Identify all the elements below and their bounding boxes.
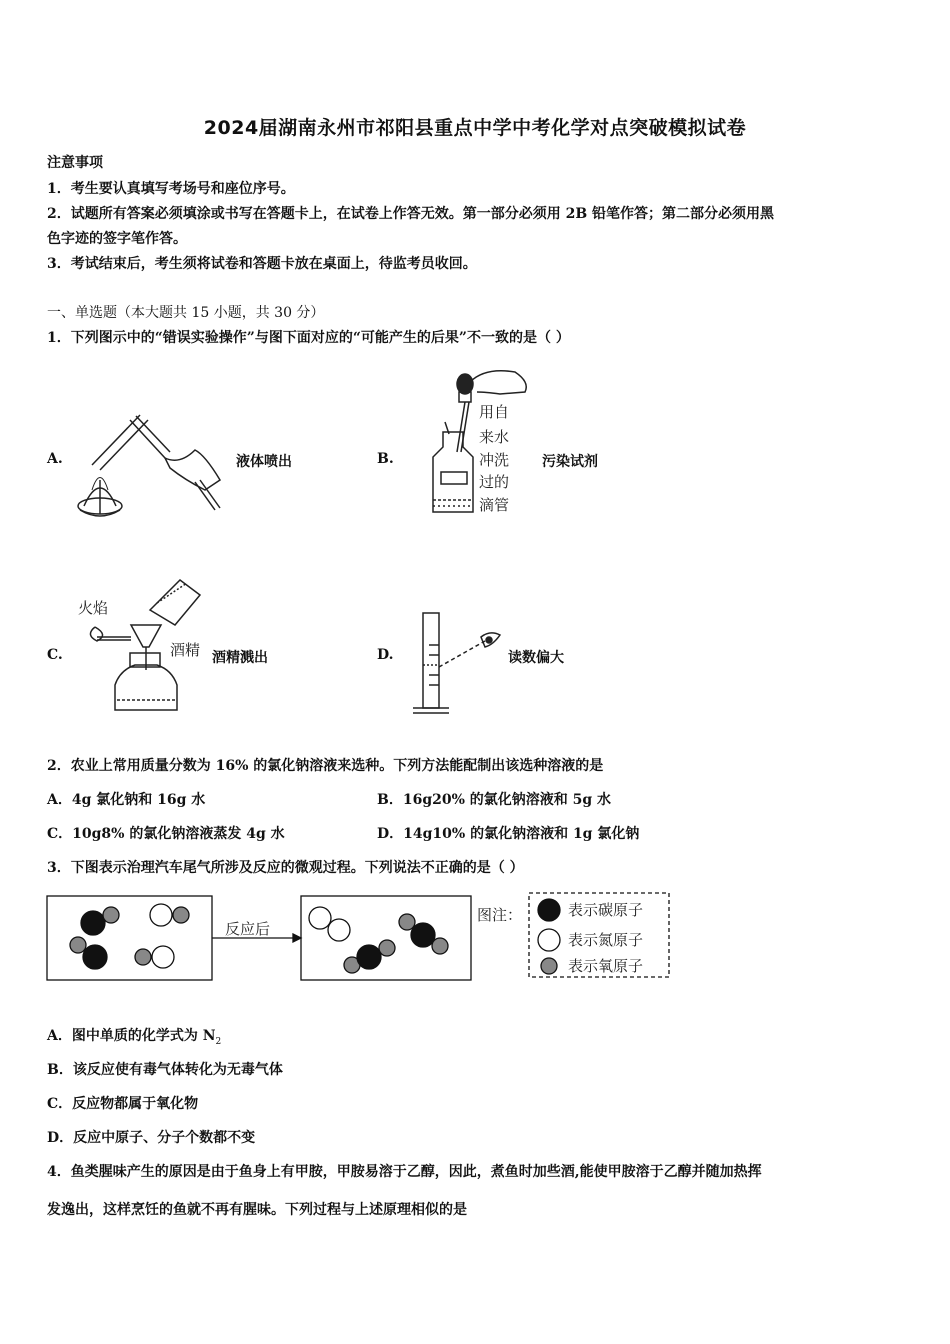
q3-option-a-text: A．图中单质的化学式为 N (47, 1028, 216, 1044)
figure-b-dropper-bottle (415, 362, 535, 522)
q4-stem-line1: 4．鱼类腥味产生的原因是由于鱼身上有甲胺，甲胺易溶于乙醇，因此，煮鱼时加些酒,能使甲胺溶于乙醇并随加热挥 (47, 1164, 762, 1180)
page-title: 2024届湖南永州市祁阳县重点中学中考化学对点突破模拟试卷 (203, 117, 747, 139)
q4-stem-line2: 发逸出，这样烹饪的鱼就不再有腥味。下列过程与上述原理相似的是 (47, 1202, 467, 1218)
figure-b-label-2: 来水 (479, 428, 510, 446)
figure-c-label-alcohol: 酒精 (170, 641, 201, 659)
q1-option-a-result: 液体喷出 (236, 454, 292, 470)
q2-option-c: C．10g8% 的氯化钠溶液蒸发 4g 水 (47, 826, 285, 842)
q2-option-a: A．4g 氯化钠和 16g 水 (47, 792, 206, 808)
legend-item-nitrogen: 表示氮原子 (568, 931, 644, 949)
q2-stem: 2．农业上常用质量分数为 16% 的氯化钠溶液来选种。下列方法能配制出该选种溶液的是 (47, 758, 604, 774)
legend-heading: 图注： (477, 906, 523, 924)
q3-option-c: C．反应物都属于氧化物 (47, 1096, 199, 1112)
arrow-label: 反应后 (225, 920, 271, 938)
q3-stem: 3．下图表示治理汽车尾气所涉及反应的微观过程。下列说法不正确的是（ ） (47, 860, 524, 876)
q3-option-b: B．该反应使有毒气体转化为无毒气体 (47, 1062, 283, 1078)
section-heading: 一、单选题（本大题共 15 小题，共 30 分） (47, 305, 325, 321)
reactants-box (47, 896, 212, 980)
notice-item-2-cont: 色字迹的签字笔作答。 (47, 231, 187, 247)
notice-heading: 注意事项 (47, 155, 103, 171)
q2-option-d: D．14g10% 的氯化钠溶液和 1g 氯化钠 (377, 826, 640, 842)
q1-option-b-letter: B. (377, 451, 394, 467)
figure-a-heating-test-tube (70, 410, 230, 525)
figure-b-label-3: 冲洗 (479, 451, 510, 469)
figure-b-label-1: 用自 (479, 403, 510, 421)
q3-option-a (47, 1025, 221, 1047)
figure-b-label-5: 滴管 (479, 496, 510, 514)
legend-item-carbon: 表示碳原子 (568, 901, 644, 919)
notice-item-2: 2．试题所有答案必须填涂或书写在答题卡上，在试卷上作答无效。第一部分必须用 2B 铅笔作答；第二部分必须用黑 (47, 206, 775, 222)
figure-c-alcohol-lamp (75, 575, 215, 720)
q1-option-d-letter: D. (377, 647, 394, 663)
figure-b-label-4: 过的 (479, 473, 510, 491)
q1-option-c-result: 酒精溅出 (212, 650, 268, 666)
notice-item-1: 1．考生要认真填写考场号和座位序号。 (47, 181, 295, 197)
q3-option-a-subscript: 2 (215, 1036, 222, 1047)
figure-c-label-flame: 火焰 (78, 599, 109, 617)
q1-stem: 1．下列图示中的“错误实验操作”与图下面对应的“可能产生的后果”不一致的是（ ） (47, 330, 570, 346)
q2-option-b: B．16g20% 的氯化钠溶液和 5g 水 (377, 792, 612, 808)
q1-option-b-result: 污染试剂 (542, 454, 598, 470)
q3-reaction-diagram (45, 890, 675, 985)
q1-option-d-result: 读数偏大 (508, 650, 564, 666)
figure-d-graduated-cylinder (405, 605, 515, 720)
q1-option-c-letter: C. (47, 647, 63, 663)
legend-item-oxygen: 表示氧原子 (568, 957, 644, 975)
q1-option-a-letter: A. (47, 451, 63, 467)
q3-option-d: D．反应中原子、分子个数都不变 (47, 1130, 256, 1146)
notice-item-3: 3．考试结束后，考生须将试卷和答题卡放在桌面上，待监考员收回。 (47, 256, 477, 272)
